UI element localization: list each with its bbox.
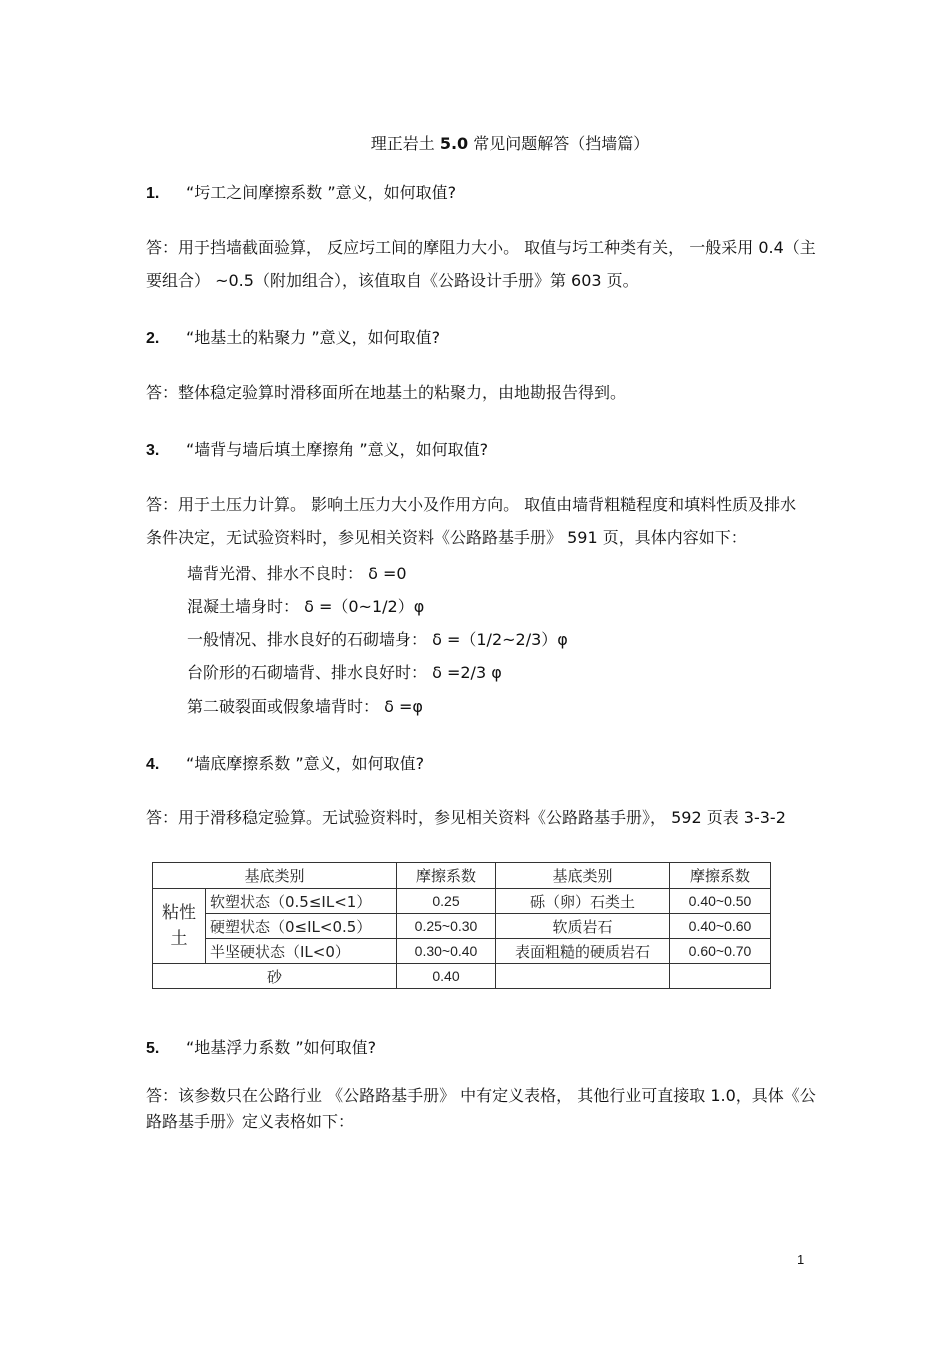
table-row bbox=[153, 964, 771, 989]
question-number: 5. bbox=[146, 1040, 160, 1057]
table-cell: 0.30~0.40 bbox=[397, 939, 496, 964]
question-4 bbox=[146, 751, 424, 774]
table-cell: 软质岩石 bbox=[496, 914, 670, 939]
question-text: “地基土的粘聚力 ”意义，如何取值? bbox=[186, 328, 441, 347]
table-header-row bbox=[153, 863, 771, 889]
table-header: 摩擦系数 bbox=[670, 863, 771, 889]
table-cell: 硬塑状态（0≤IL<0.5） bbox=[206, 914, 397, 939]
delta-item: 第二破裂面或假象墙背时： δ =φ bbox=[187, 697, 423, 716]
delta-item: 墙背光滑、排水不良时： δ =0 bbox=[187, 564, 407, 583]
answer-5-line2: 路路基手册》定义表格如下： bbox=[146, 1112, 355, 1131]
table-header: 摩擦系数 bbox=[397, 863, 496, 889]
table-cell: 砾（卵）石类土 bbox=[496, 889, 670, 914]
question-text: “圬工之间摩擦系数 ”意义，如何取值? bbox=[186, 183, 457, 202]
table-header: 基底类别 bbox=[153, 863, 397, 889]
question-1 bbox=[146, 180, 456, 203]
title-prefix: 理正岩土 bbox=[370, 134, 435, 153]
table-cell: 软塑状态（0.5≤IL<1） bbox=[206, 889, 397, 914]
delta-item: 一般情况、排水良好的石砌墙身： δ =（1/2~2/3）φ bbox=[187, 630, 568, 649]
question-number: 4. bbox=[146, 756, 160, 773]
group-label-cell bbox=[153, 889, 206, 964]
answer-1-line2: 要组合） ~0.5（附加组合），该值取自《公路设计手册》第 603 页。 bbox=[146, 271, 639, 290]
delta-item: 台阶形的石砌墙背、排水良好时： δ =2/3 φ bbox=[187, 663, 502, 682]
title-suffix: 常见问题解答（挡墙篇） bbox=[473, 134, 650, 153]
table-cell: 0.60~0.70 bbox=[670, 939, 771, 964]
group-label: 粘性土 bbox=[161, 903, 196, 949]
table-cell: 0.40 bbox=[397, 964, 496, 989]
table-cell: 0.40~0.60 bbox=[670, 914, 771, 939]
question-text: “墙背与墙后填土摩擦角 ”意义，如何取值? bbox=[186, 440, 489, 459]
table-cell: 砂 bbox=[153, 964, 397, 989]
answer-2: 答：整体稳定验算时滑移面所在地基土的粘聚力，由地勘报告得到。 bbox=[146, 383, 627, 402]
question-text: “墙底摩擦系数 ”意义，如何取值? bbox=[186, 754, 425, 773]
title-version: 5.0 bbox=[439, 134, 469, 153]
table-cell: 0.25 bbox=[397, 889, 496, 914]
table-cell: 表面粗糙的硬质岩石 bbox=[496, 939, 670, 964]
answer-3-line1: 答：用于土压力计算。 影响土压力大小及作用方向。 取值由墙背粗糙程度和填料性质及排水 bbox=[146, 495, 797, 514]
table-row bbox=[153, 939, 771, 964]
question-number: 1. bbox=[146, 185, 160, 202]
question-3 bbox=[146, 437, 488, 460]
question-number: 2. bbox=[146, 330, 160, 347]
question-text: “地基浮力系数 ”如何取值? bbox=[186, 1038, 377, 1057]
delta-item: 混凝土墙身时： δ =（0~1/2）φ bbox=[187, 597, 425, 616]
question-2 bbox=[146, 325, 440, 348]
page-title bbox=[0, 131, 950, 154]
page-number: 1 bbox=[797, 1252, 805, 1267]
answer-3-line2: 条件决定，无试验资料时，参见相关资料《公路路基手册》 591 页，具体内容如下： bbox=[146, 528, 747, 547]
answer-5-line1: 答：该参数只在公路行业 《公路路基手册》 中有定义表格， 其他行业可直接取 1.0，具体《公 bbox=[146, 1086, 816, 1105]
question-5 bbox=[146, 1035, 376, 1058]
table-cell: 半坚硬状态（IL<0） bbox=[206, 939, 397, 964]
answer-1-line1: 答：用于挡墙截面验算， 反应圬工间的摩阻力大小。 取值与圬工种类有关， 一般采用 0.4（主 bbox=[146, 238, 816, 257]
table-header: 基底类别 bbox=[496, 863, 670, 889]
question-number: 3. bbox=[146, 442, 160, 459]
table-cell bbox=[496, 964, 670, 989]
table-row bbox=[153, 889, 771, 914]
table-cell: 0.40~0.50 bbox=[670, 889, 771, 914]
table-cell: 0.25~0.30 bbox=[397, 914, 496, 939]
answer-4: 答：用于滑移稳定验算。无试验资料时，参见相关资料《公路路基手册》， 592 页表 3-3-2 bbox=[146, 808, 786, 827]
table-row bbox=[153, 914, 771, 939]
friction-coefficient-table bbox=[152, 862, 771, 989]
table-cell bbox=[670, 964, 771, 989]
